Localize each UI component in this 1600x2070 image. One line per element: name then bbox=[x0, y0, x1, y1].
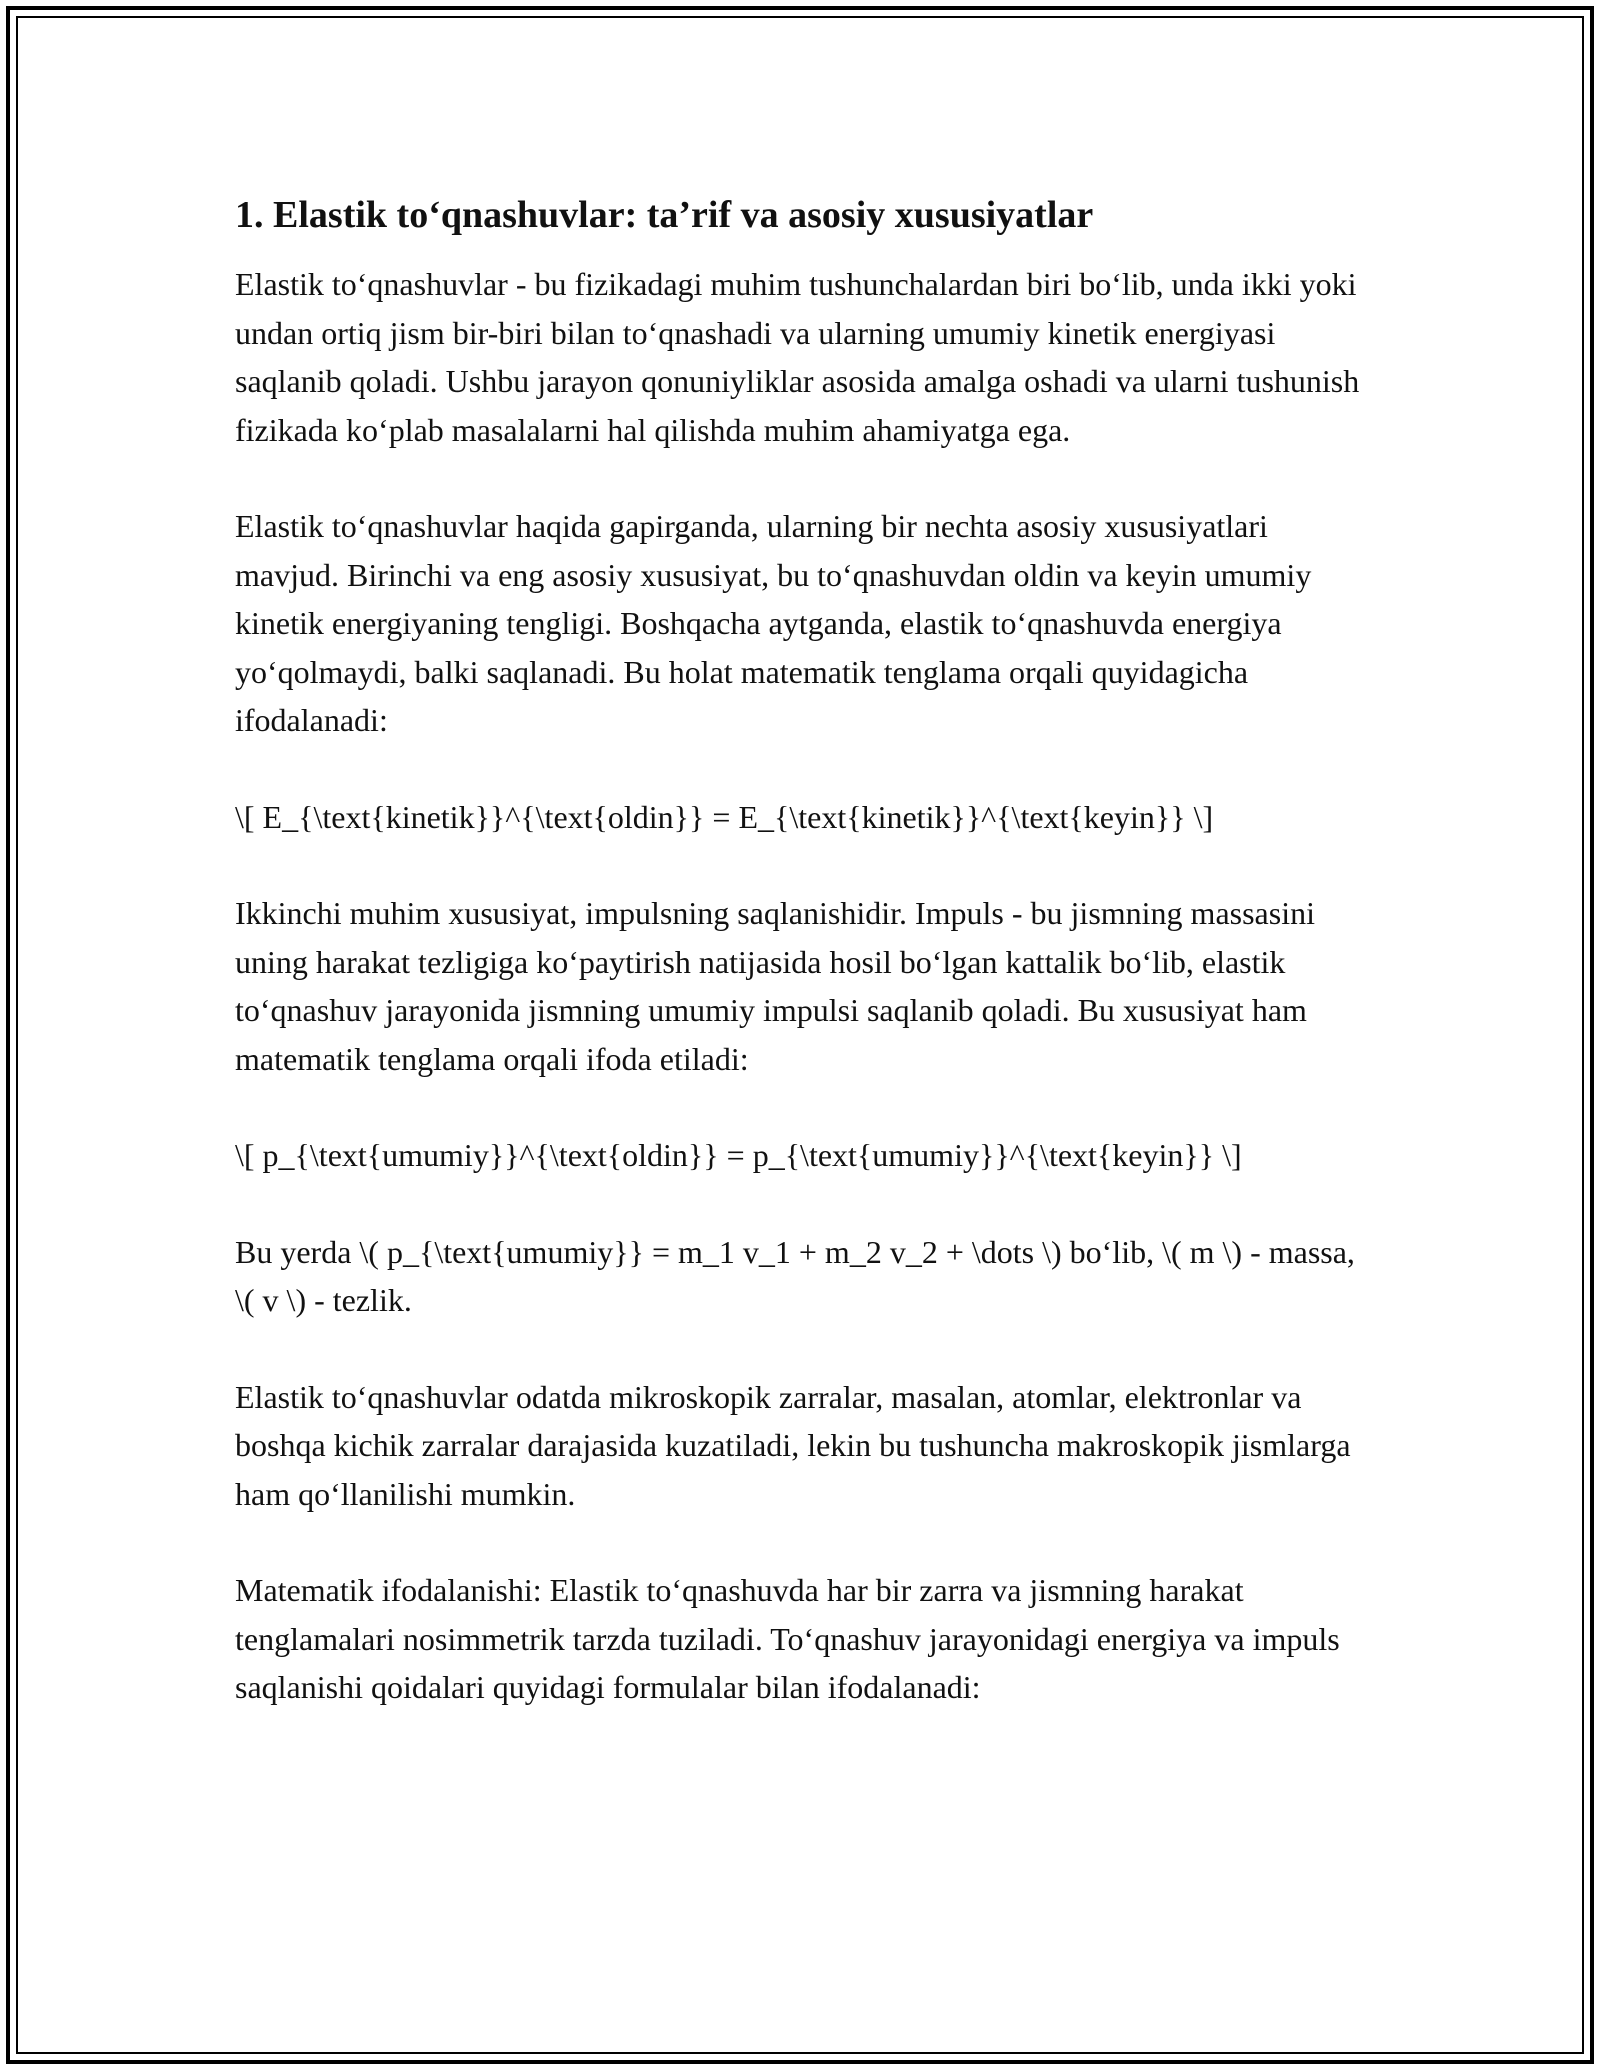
paragraph-scales: Elastik to‘qnashuvlar odatda mikroskopik zarralar, masalan, atomlar, elektronlar va boshqa kichik zarralar darajasida kuzatiladi, lekin bu tushuncha makroskopik jismlarga ham qo‘llanilishi mumkin. bbox=[235, 1378, 1351, 1512]
formula-kinetic-energy: \[ E_{\text{kinetik}}^{\text{oldin}} = E_{\text{kinetik}}^{\text{keyin}} \] bbox=[235, 798, 1214, 835]
paragraph-definition: Elastik to‘qnashuvlar - bu fizikadagi muhim tushunchalardan biri bo‘lib, unda ikki yoki undan ortiq jism bir-biri bilan to‘qnashadi va ularning umumiy kinetik energiyasi saqlanib qoladi. Ushbu jarayon qonuniyliklar asosida amalga oshadi va ularni tushunish fizikada ko‘plab masalalarni hal qilishda muhim ahamiyatga ega. bbox=[235, 266, 1360, 448]
document-body bbox=[235, 190, 1365, 1760]
paragraph-momentum-definition: Bu yerda \( p_{\text{umumiy}} = m_1 v_1 + m_2 v_2 + \dots \) bo‘lib, \( m \) - massa, \( v \) - tezlik. bbox=[235, 1233, 1355, 1318]
section-heading: 1. Elastik to‘qnashuvlar: ta’rif va asosiy xususiyatlar bbox=[235, 194, 1094, 236]
paragraph-mathematical-expression: Matematik ifodalanishi: Elastik to‘qnashuvda har bir zarra va jismning harakat tenglamalari nosimmetrik tarzda tuziladi. To‘qnashuv jarayonidagi energiya va impuls saqlanishi qoidalari quyidagi formulalar bilan ifodalanadi: bbox=[235, 1572, 1340, 1705]
paragraph-energy-property: Elastik to‘qnashuvlar haqida gapirganda, ularning bir nechta asosiy xususiyatlari mavjud. Birinchi va eng asosiy xususiyat, bu to‘qnashuvdan oldin va keyin umumiy kinetik energiyaning tengligi. Boshqacha aytganda, elastik to‘qnashuvda energiya yo‘qolmaydi, balki saqlanadi. Bu holat matematik tenglama orqali quyidagicha ifodalanadi: bbox=[235, 508, 1312, 738]
paragraph-momentum-property: Ikkinchi muhim xususiyat, impulsning saqlanishidir. Impuls - bu jismning massasini uning harakat tezligiga ko‘paytirish natijasida hosil bo‘lgan kattalik bo‘lib, elastik to‘qnashuv jarayonida jismning umumiy impulsi saqlanib qoladi. Bu xususiyat ham matematik tenglama orqali ifoda etiladi: bbox=[235, 895, 1315, 1077]
formula-momentum: \[ p_{\text{umumiy}}^{\text{oldin}} = p_{\text{umumiy}}^{\text{keyin}} \] bbox=[235, 1137, 1242, 1173]
